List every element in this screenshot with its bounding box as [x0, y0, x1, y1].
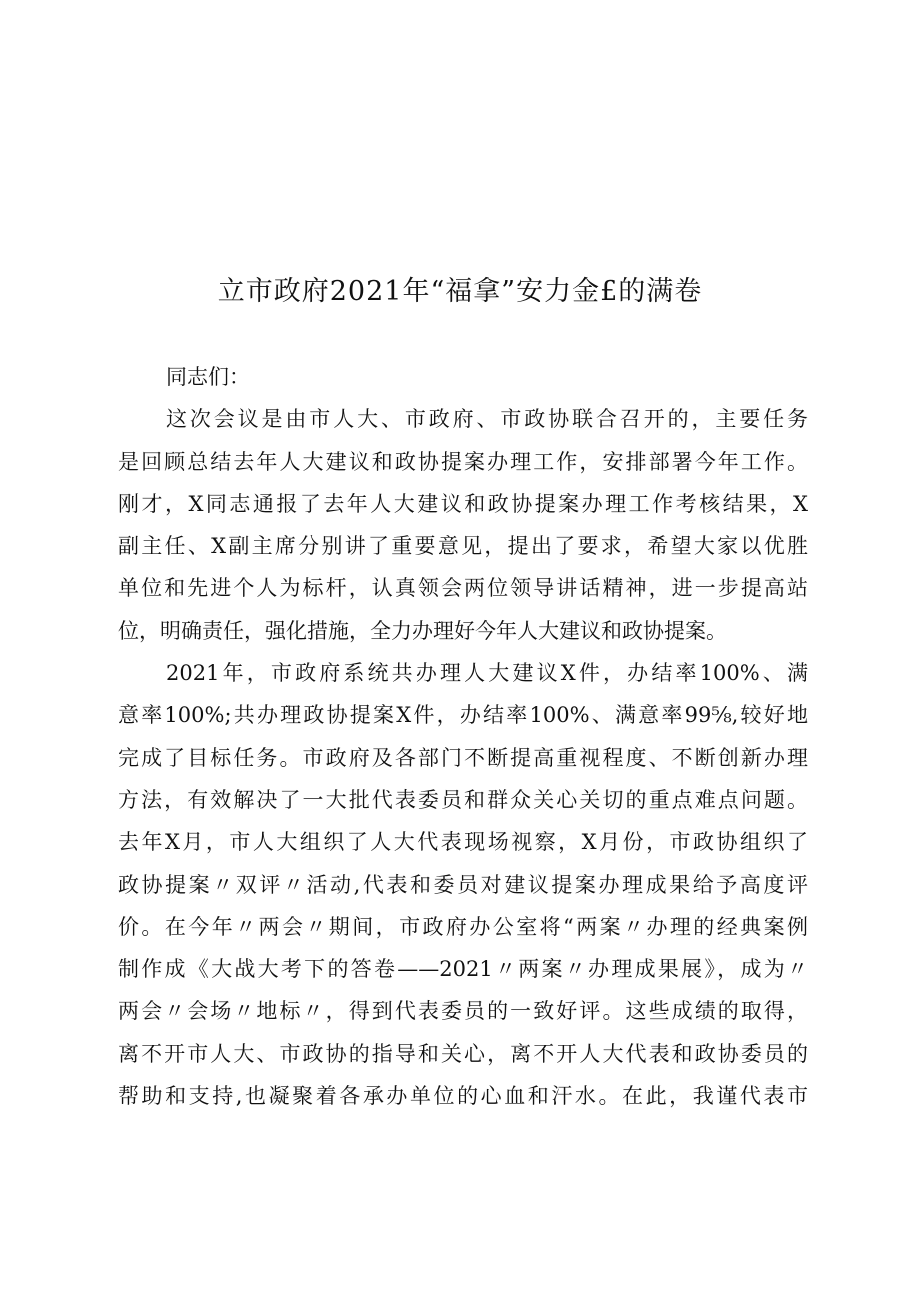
- paragraph-line: 帮助和支持,也凝聚着各承办单位的心血和汗水。在此，我谨代表市: [118, 1084, 808, 1109]
- paragraph-line: 副主任、X副主席分别讲了重要意见，提出了要求，希望大家以优胜: [118, 534, 808, 559]
- paragraph: [118, 652, 808, 1117]
- paragraph-line: 政协提案〃双评〃活动,代表和委员对建议提案办理成果给予高度评: [118, 872, 808, 897]
- paragraph-line: 刚才，X同志通报了去年人大建议和政协提案办理工作考核结果，X: [118, 491, 808, 516]
- paragraph-line: 位，明确责任，强化措施，全力办理好今年人大建议和政协提案。: [118, 618, 727, 643]
- paragraph-line: 意率100%;共办理政协提案X件，办结率100%、满意率99⅝,较好地: [118, 703, 808, 728]
- paragraph-line: 制作成《大战大考下的答卷——2021〃两案〃办理成果展》，成为〃: [118, 957, 808, 982]
- paragraph-line: 去年X月，市人大组织了人大代表现场视察，X月份，市政协组织了: [118, 830, 808, 855]
- paragraph-line: 是回顾总结去年人大建议和政协提案办理工作，安排部署今年工作。: [118, 449, 808, 474]
- document-title: 立市政府2021年“福拿”安力金£的满卷: [217, 276, 703, 307]
- paragraph-line: 完成了目标任务。市政府及各部门不断提高重视程度、不断创新办理: [118, 745, 808, 770]
- paragraph-line: 方法，有效解决了一大批代表委员和群众关心关切的重点难点问题。: [118, 787, 808, 812]
- paragraph: [118, 398, 808, 652]
- paragraph-line: 2021年，市政府系统共办理人大建议X件，办结率100%、满: [166, 661, 808, 686]
- document-body: [118, 356, 808, 1117]
- paragraph-line: 单位和先进个人为标杆，认真领会两位领导讲话精神，进一步提高站: [118, 576, 808, 601]
- paragraph-line: 这次会议是由市人大、市政府、市政协联合召开的，主要任务: [166, 407, 808, 432]
- salutation: 同志们：: [166, 365, 250, 389]
- paragraph-line: 离不开市人大、市政协的指导和关心，离不开人大代表和政协委员的: [118, 1041, 808, 1066]
- paragraph-line: 价。在今年〃两会〃期间，市政府办公室将“两案〃办理的经典案例: [118, 914, 808, 939]
- paragraph-line: 两会〃会场〃地标〃，得到代表委员的一致好评。这些成绩的取得，: [118, 999, 808, 1024]
